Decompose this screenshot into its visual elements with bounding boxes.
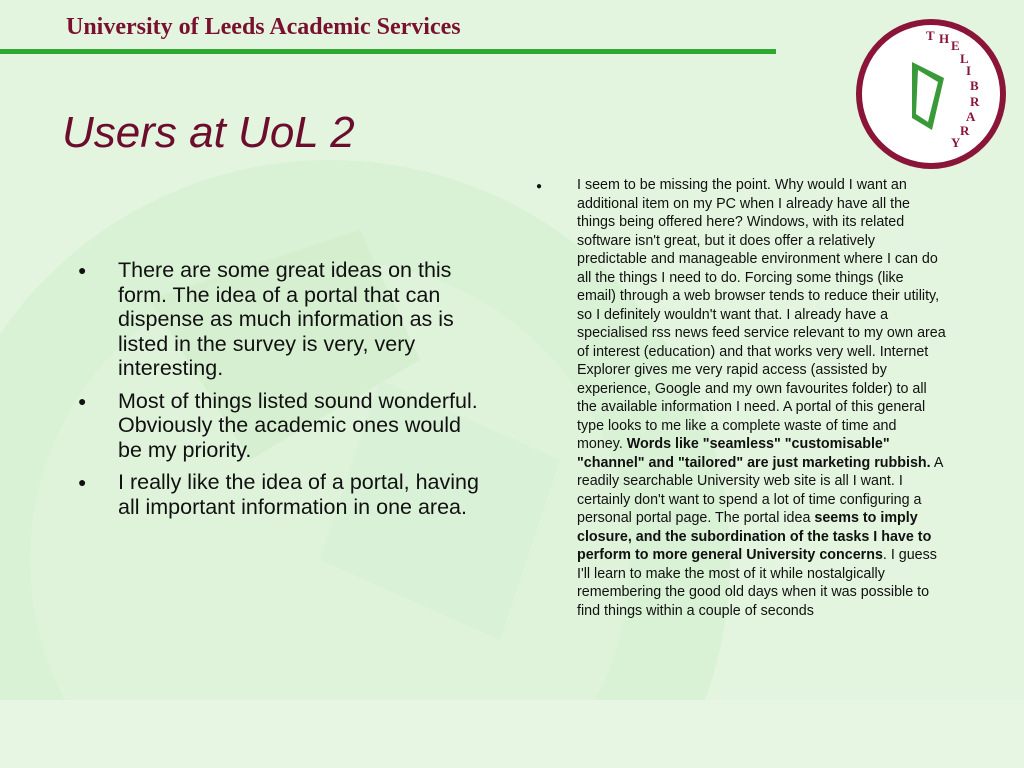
logo-letter: H: [939, 31, 950, 46]
list-item: [536, 176, 946, 620]
logo-letter: L: [960, 51, 969, 66]
the-library-logo-icon: [852, 18, 1010, 170]
slide-title: Users at UoL 2: [62, 108, 355, 157]
logo-letter: I: [966, 63, 972, 78]
logo-letter: R: [960, 123, 970, 138]
logo-letter: A: [966, 109, 976, 124]
bullet-icon: ●: [78, 392, 87, 409]
quote-text-bold: Words like "seamless" "customisable" "channel" and "tailored" are just marketing rubbish.: [577, 436, 931, 471]
logo-letter: B: [970, 78, 979, 93]
list-item: [78, 389, 482, 463]
logo-letter: R: [970, 94, 980, 109]
quote-text-part: I seem to be missing the point. Why would I want an additional item on my PC when I already have all the things being offered here? Windows, with its related software isn't great, but it does offer a relatively predictable and manageable environment where I can do all the things I need to do. Forcing some things (like email) through a web browser tends to reduce their utility, so I definitely wouldn't want that. I already have a specialised rss news feed service relevant to my own area of interest (education) and that works very well. Internet Explorer gives me very rapid access (assisted by experience, Google and my own favourites folder) to all the available information I need. A portal of this general type looks to me like a complete waste of time and money.: [577, 177, 946, 452]
bullet-icon: ●: [78, 474, 87, 490]
bullet-icon: ●: [78, 262, 87, 278]
header-title: University of Leeds Academic Services: [66, 14, 461, 40]
header-divider: [0, 49, 776, 54]
list-item: [78, 258, 482, 381]
bullet-text: I really like the idea of a portal, having all important information in one area.: [118, 470, 479, 519]
logo-letter: T: [926, 28, 935, 43]
list-item: [78, 470, 482, 519]
bullet-text: There are some great ideas on this form. The idea of a portal that can dispense as much information as is listed in the survey is very, very interesting.: [118, 258, 454, 380]
quote-text-part: A readily searchable University web site is all I want. I certainly don't want to spend a lot of time configuring a personal portal page. The portal idea: [577, 454, 943, 526]
quote-text-bold: seems to imply closure, and the subordination of the tasks I have to perform to more general University concerns: [577, 510, 932, 563]
logo-letter: E: [951, 38, 960, 53]
logo-letter: Y: [951, 135, 961, 150]
bullet-text: Most of things listed sound wonderful. Obviously the academic ones would be my priority.: [118, 388, 478, 462]
right-bullet-list: [536, 176, 946, 620]
left-bullet-list: [78, 258, 482, 527]
bullet-icon: ●: [536, 181, 543, 192]
quote-text-part: . I guess I'll learn to make the most of it while nostalgically remembering the good old days when it was possible to find things within a couple of seconds: [577, 547, 937, 619]
